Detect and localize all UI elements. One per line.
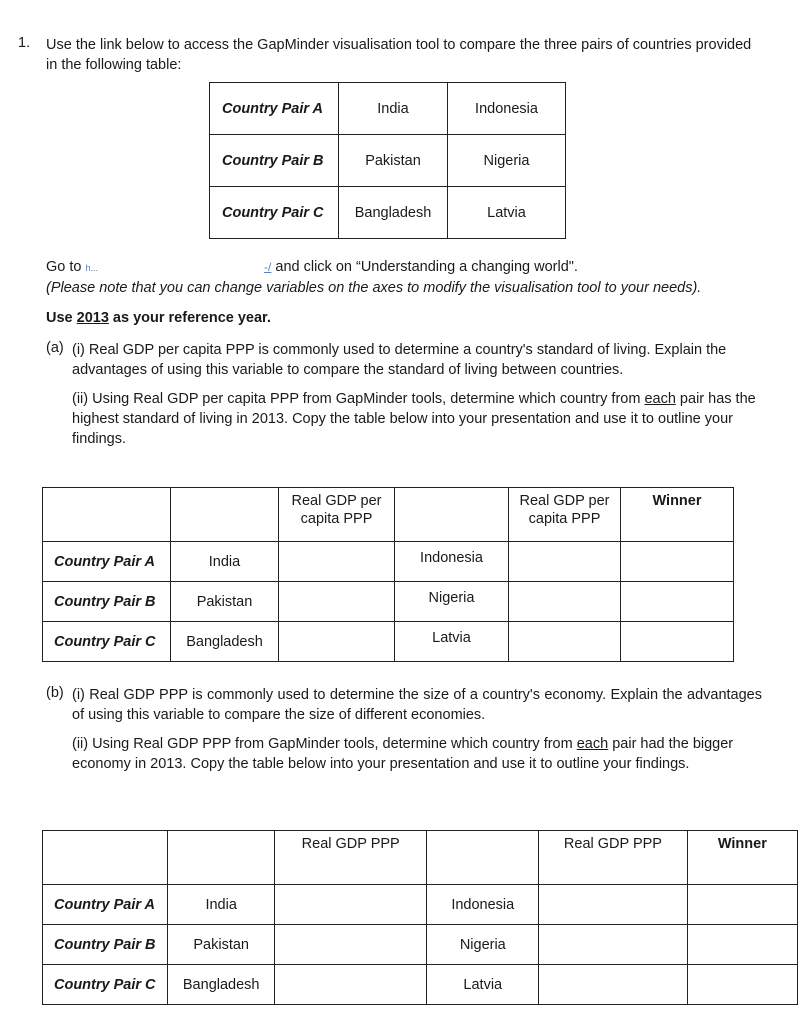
table-row [43, 582, 734, 622]
country-cell: Bangladesh [171, 622, 279, 662]
value-cell[interactable] [279, 582, 395, 622]
empty-cell [395, 488, 509, 542]
part-a-label: (a) [46, 340, 64, 356]
part-b-ii-each: each [576, 736, 609, 752]
empty-cell [43, 488, 171, 542]
winner-cell[interactable] [621, 622, 734, 662]
pair-label: Country Pair A [210, 83, 339, 135]
table-row [43, 488, 734, 542]
table-row [210, 83, 566, 135]
part-b-i: (i) Real GDP PPP is commonly used to determine the size of a country's economy. Explain the advantages of using this variable to compare the size of different economies. [72, 687, 762, 723]
country-cell: Pakistan [339, 135, 448, 187]
winner-header: Winner [621, 488, 734, 542]
part-a-ii [72, 389, 762, 449]
country-cell: Pakistan [171, 582, 279, 622]
reference-year: 2013 [76, 310, 109, 326]
country-cell: Nigeria [395, 582, 509, 622]
pair-label: Country Pair B [43, 925, 168, 965]
value-cell[interactable] [509, 582, 621, 622]
country-cell: Bangladesh [168, 965, 275, 1005]
gdp-per-capita-table [42, 487, 734, 662]
column-header: Real GDP PPP [275, 831, 427, 885]
value-cell[interactable] [509, 542, 621, 582]
part-b-ii-pre: (ii) Using Real GDP PPP from GapMinder tools, determine which country from [72, 736, 577, 752]
pair-label: Country Pair A [43, 542, 171, 582]
part-a-ii-each: each [644, 391, 676, 407]
value-cell[interactable] [539, 925, 688, 965]
goto-suffix: and click on “Understanding a changing world". [271, 259, 578, 275]
empty-cell [171, 488, 279, 542]
pair-label: Country Pair B [43, 582, 171, 622]
winner-header: Winner [687, 831, 797, 885]
goto-note: (Please note that you can change variables on the axes to modify the visualisation tool to your needs). [46, 280, 702, 296]
reference-prefix: Use [46, 310, 77, 326]
value-cell[interactable] [509, 622, 621, 662]
part-b-label: (b) [46, 685, 64, 701]
value-cell[interactable] [279, 542, 395, 582]
country-cell: India [171, 542, 279, 582]
column-header: Real GDP PPP [539, 831, 688, 885]
reference-year-line [46, 310, 271, 326]
table-row [43, 885, 798, 925]
goto-line [46, 259, 578, 275]
value-cell[interactable] [279, 622, 395, 662]
value-cell[interactable] [539, 965, 688, 1005]
part-a-i: (i) Real GDP per capita PPP is commonly used to determine a country's standard of living. Explain the advantages of using this variable to compare the standard of living between countries. [72, 342, 727, 378]
pair-label: Country Pair C [210, 187, 339, 239]
country-cell: Nigeria [427, 925, 539, 965]
gdp-ppp-table [42, 830, 798, 1005]
country-cell: Indonesia [395, 542, 509, 582]
part-a-ii-pre: (ii) Using Real GDP per capita PPP from GapMinder tools, determine which country from [72, 391, 645, 407]
country-cell: Nigeria [448, 135, 566, 187]
winner-cell[interactable] [687, 965, 797, 1005]
column-header: Real GDP per capita PPP [279, 488, 395, 542]
part-b-ii [72, 734, 762, 774]
table-row [210, 187, 566, 239]
question-text: Use the link below to access the GapMinder visualisation tool to compare the three pairs of countries provided in the following table: [46, 37, 752, 73]
country-cell: Latvia [395, 622, 509, 662]
part-a-ii-post: pair has the highest standard of living in 2013. Copy the table below into your presentation and use it to outline your findings. [72, 391, 756, 447]
table-row [43, 831, 798, 885]
country-pairs-table [209, 82, 566, 239]
country-cell: India [339, 83, 448, 135]
empty-cell [427, 831, 539, 885]
column-header: Real GDP per capita PPP [509, 488, 621, 542]
empty-cell [43, 831, 168, 885]
winner-cell[interactable] [621, 542, 734, 582]
country-cell: Pakistan [168, 925, 275, 965]
table-row [43, 622, 734, 662]
value-cell[interactable] [275, 885, 427, 925]
value-cell[interactable] [539, 885, 688, 925]
country-cell: Latvia [427, 965, 539, 1005]
part-b-ii-post: pair had the bigger economy in 2013. Copy the table below into your presentation and use it to outline your findings. [72, 736, 734, 772]
reference-suffix: as your reference year. [108, 310, 271, 326]
country-cell: Indonesia [427, 885, 539, 925]
country-cell: Bangladesh [339, 187, 448, 239]
table-row [43, 542, 734, 582]
table-row [210, 135, 566, 187]
question-number: 1. [18, 35, 31, 51]
country-cell: Indonesia [448, 83, 566, 135]
winner-cell[interactable] [687, 925, 797, 965]
pair-label: Country Pair A [43, 885, 168, 925]
empty-cell [168, 831, 275, 885]
gapminder-link-start[interactable]: h... [85, 263, 99, 273]
pair-label: Country Pair B [210, 135, 339, 187]
value-cell[interactable] [275, 965, 427, 1005]
table-row [43, 965, 798, 1005]
pair-label: Country Pair C [43, 622, 171, 662]
gapminder-link-end[interactable]: -/ [264, 260, 272, 274]
goto-prefix: Go to [46, 259, 86, 275]
country-cell: India [168, 885, 275, 925]
country-cell: Latvia [448, 187, 566, 239]
pair-label: Country Pair C [43, 965, 168, 1005]
table-row [43, 925, 798, 965]
winner-cell[interactable] [621, 582, 734, 622]
winner-cell[interactable] [687, 885, 797, 925]
value-cell[interactable] [275, 925, 427, 965]
